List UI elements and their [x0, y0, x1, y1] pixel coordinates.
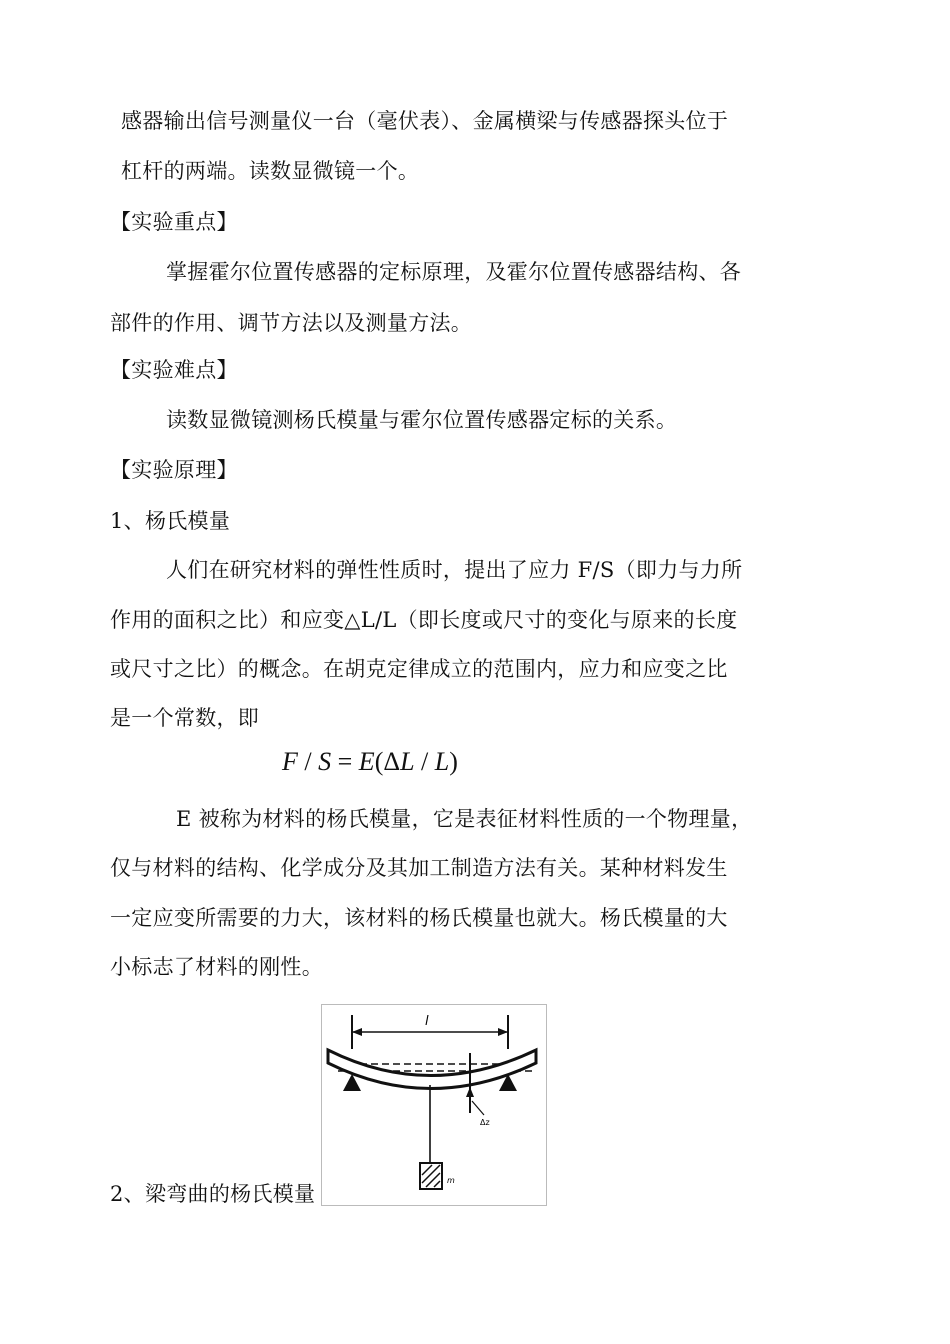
deflection-marker-arrow — [466, 1087, 474, 1097]
left-arrowhead — [352, 1028, 362, 1036]
text-line-17: 小标志了材料的刚性。 — [110, 955, 323, 979]
text-line-12: 或尺寸之比）的概念。在胡克定律成立的范围内，应力和应变之比 — [110, 657, 728, 681]
formula-L-1: L — [400, 747, 415, 776]
beam-bending-figure — [321, 1004, 547, 1206]
text-line-10: 人们在研究材料的弹性性质时，提出了应力 F/S（即力与力所 — [166, 558, 743, 582]
formula-equals: = — [331, 747, 359, 776]
formula-slash-1: / — [297, 747, 319, 776]
section-title-2: 2、梁弯曲的杨氏模量 — [110, 1182, 316, 1206]
deflection-leader — [472, 1101, 484, 1115]
formula-close: ) — [449, 747, 458, 776]
text-line-15: 仅与材料的结构、化学成分及其加工制造方法有关。某种材料发生 — [110, 856, 728, 880]
right-arrowhead — [498, 1028, 508, 1036]
text-line-13: 是一个常数，即 — [110, 706, 260, 730]
formula-L-2: L — [434, 747, 450, 776]
formula-S: S — [318, 747, 332, 776]
length-label: l — [425, 1014, 429, 1029]
formula-slash-2: / — [414, 747, 435, 776]
text-line-1: 感器输出信号测量仪一台（毫伏表）、金属横梁与传感器探头位于 — [121, 109, 729, 133]
heading-difficulties: 【实验难点】 — [110, 358, 238, 382]
youngs-modulus-formula — [282, 747, 458, 777]
section-title-1: 1、杨氏模量 — [110, 509, 231, 533]
formula-F: F — [282, 747, 298, 776]
text-line-14: E 被称为材料的杨氏模量，它是表征材料性质的一个物理量， — [176, 807, 753, 831]
text-line-4: 掌握霍尔位置传感器的定标原理，及霍尔位置传感器结构、各 — [166, 260, 742, 284]
mass-label: m — [447, 1176, 455, 1185]
text-line-11: 作用的面积之比）和应变△L/L（即长度或尺寸的变化与原来的长度 — [110, 608, 738, 632]
text-line-16: 一定应变所需要的力大，该材料的杨氏模量也就大。杨氏模量的大 — [110, 906, 728, 930]
text-line-2: 杠杆的两端。读数显微镜一个。 — [121, 159, 420, 183]
formula-open-delta: (Δ — [374, 747, 401, 776]
heading-key-points: 【实验重点】 — [110, 210, 238, 234]
text-line-5: 部件的作用、调节方法以及测量方法。 — [110, 311, 473, 335]
formula-E: E — [358, 747, 375, 776]
text-line-7: 读数显微镜测杨氏模量与霍尔位置传感器定标的关系。 — [166, 408, 678, 432]
deflection-label: Δz — [480, 1118, 490, 1127]
heading-principle: 【实验原理】 — [110, 458, 238, 482]
beam-bending-diagram — [322, 1005, 546, 1205]
